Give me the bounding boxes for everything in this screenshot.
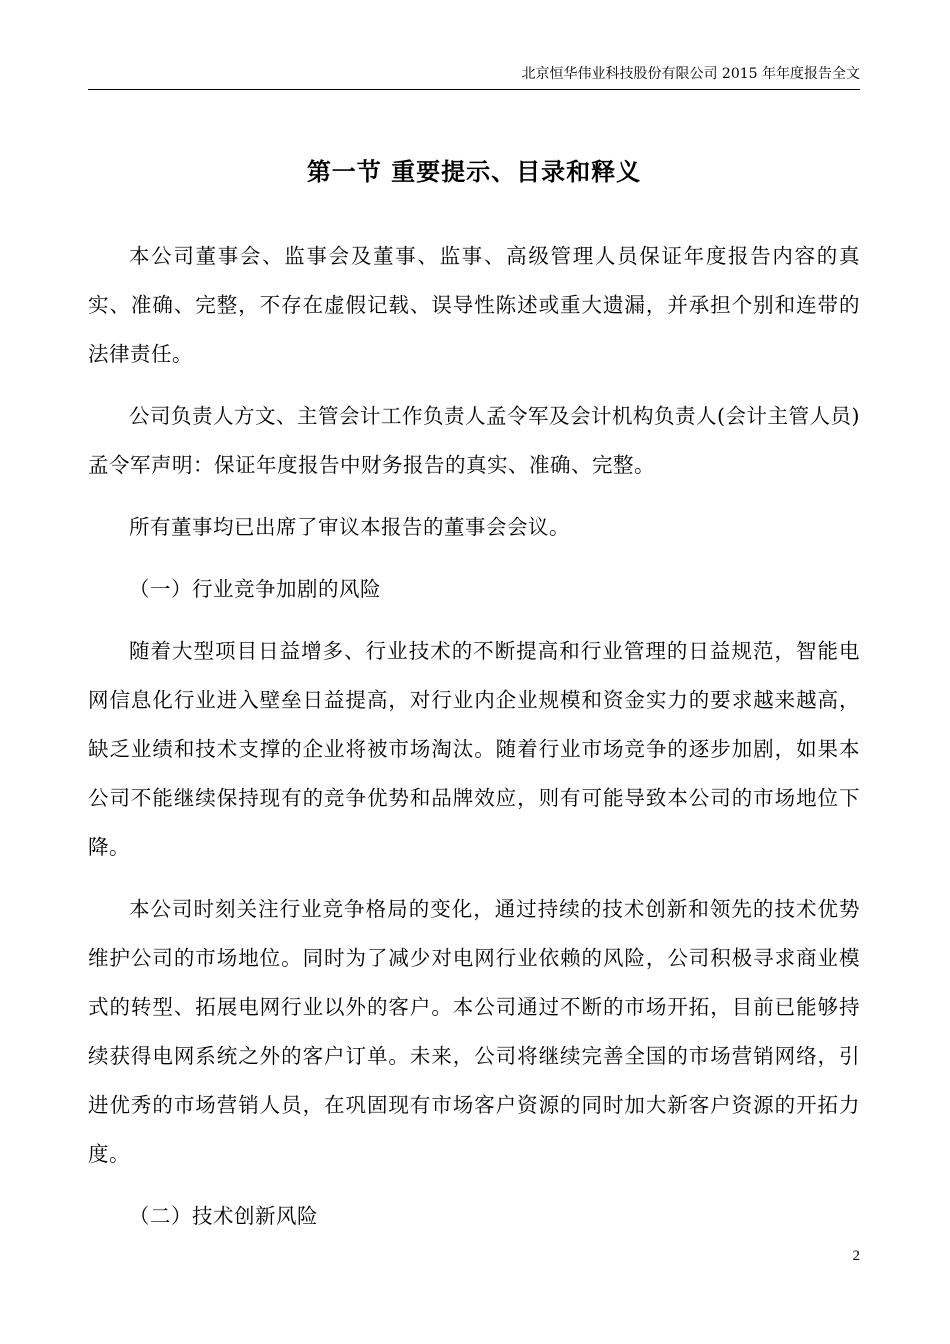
running-header: 北京恒华伟业科技股份有限公司 2015 年年度报告全文 <box>521 66 860 82</box>
paragraph-competition-risk: 随着大型项目日益增多、行业技术的不断提高和行业管理的日益规范，智能电网信息化行业进入壁垒日益提高，对行业内企业规模和资金实力的要求越来越高，缺乏业绩和技术支撑的企业将被市场淘汰。随着行业市场竞争的逐步加剧，如果本公司不能继续保持现有的竞争优势和品牌效应，则有可能导致本公司的市场地位下降。 <box>88 639 860 859</box>
header-divider <box>88 89 860 90</box>
page-number: 2 <box>852 1248 860 1264</box>
paragraph-directors-attendance: 所有董事均已出席了审议本报告的董事会会议。 <box>129 515 570 539</box>
document-body <box>88 232 860 1254</box>
paragraph-responsible-persons: 公司负责人方文、主管会计工作负责人孟令军及会计机构负责人(会计主管人员)孟令军声明：保证年度报告中财务报告的真实、准确、完整。 <box>88 404 860 477</box>
paragraph-board-guarantee: 本公司董事会、监事会及董事、监事、高级管理人员保证年度报告内容的真实、准确、完整，不存在虚假记载、误导性陈述或重大遗漏，并承担个别和连带的法律责任。 <box>88 244 860 366</box>
subheading-innovation-risk: （二）技术创新风险 <box>129 1204 318 1228</box>
paragraph-competition-response: 本公司时刻关注行业竞争格局的变化，通过持续的技术创新和领先的技术优势维护公司的市场地位。同时为了减少对电网行业依赖的风险，公司积极寻求商业模式的转型、拓展电网行业以外的客户。本公司通过不断的市场开拓，目前已能够持续获得电网系统之外的客户订单。未来，公司将继续完善全国的市场营销网络，引进优秀的市场营销人员，在巩固现有市场客户资源的同时加大新客户资源的开拓力度。 <box>88 897 860 1166</box>
subheading-competition-risk: （一）行业竞争加剧的风险 <box>129 577 381 601</box>
section-title: 第一节 重要提示、目录和释义 <box>306 158 642 186</box>
